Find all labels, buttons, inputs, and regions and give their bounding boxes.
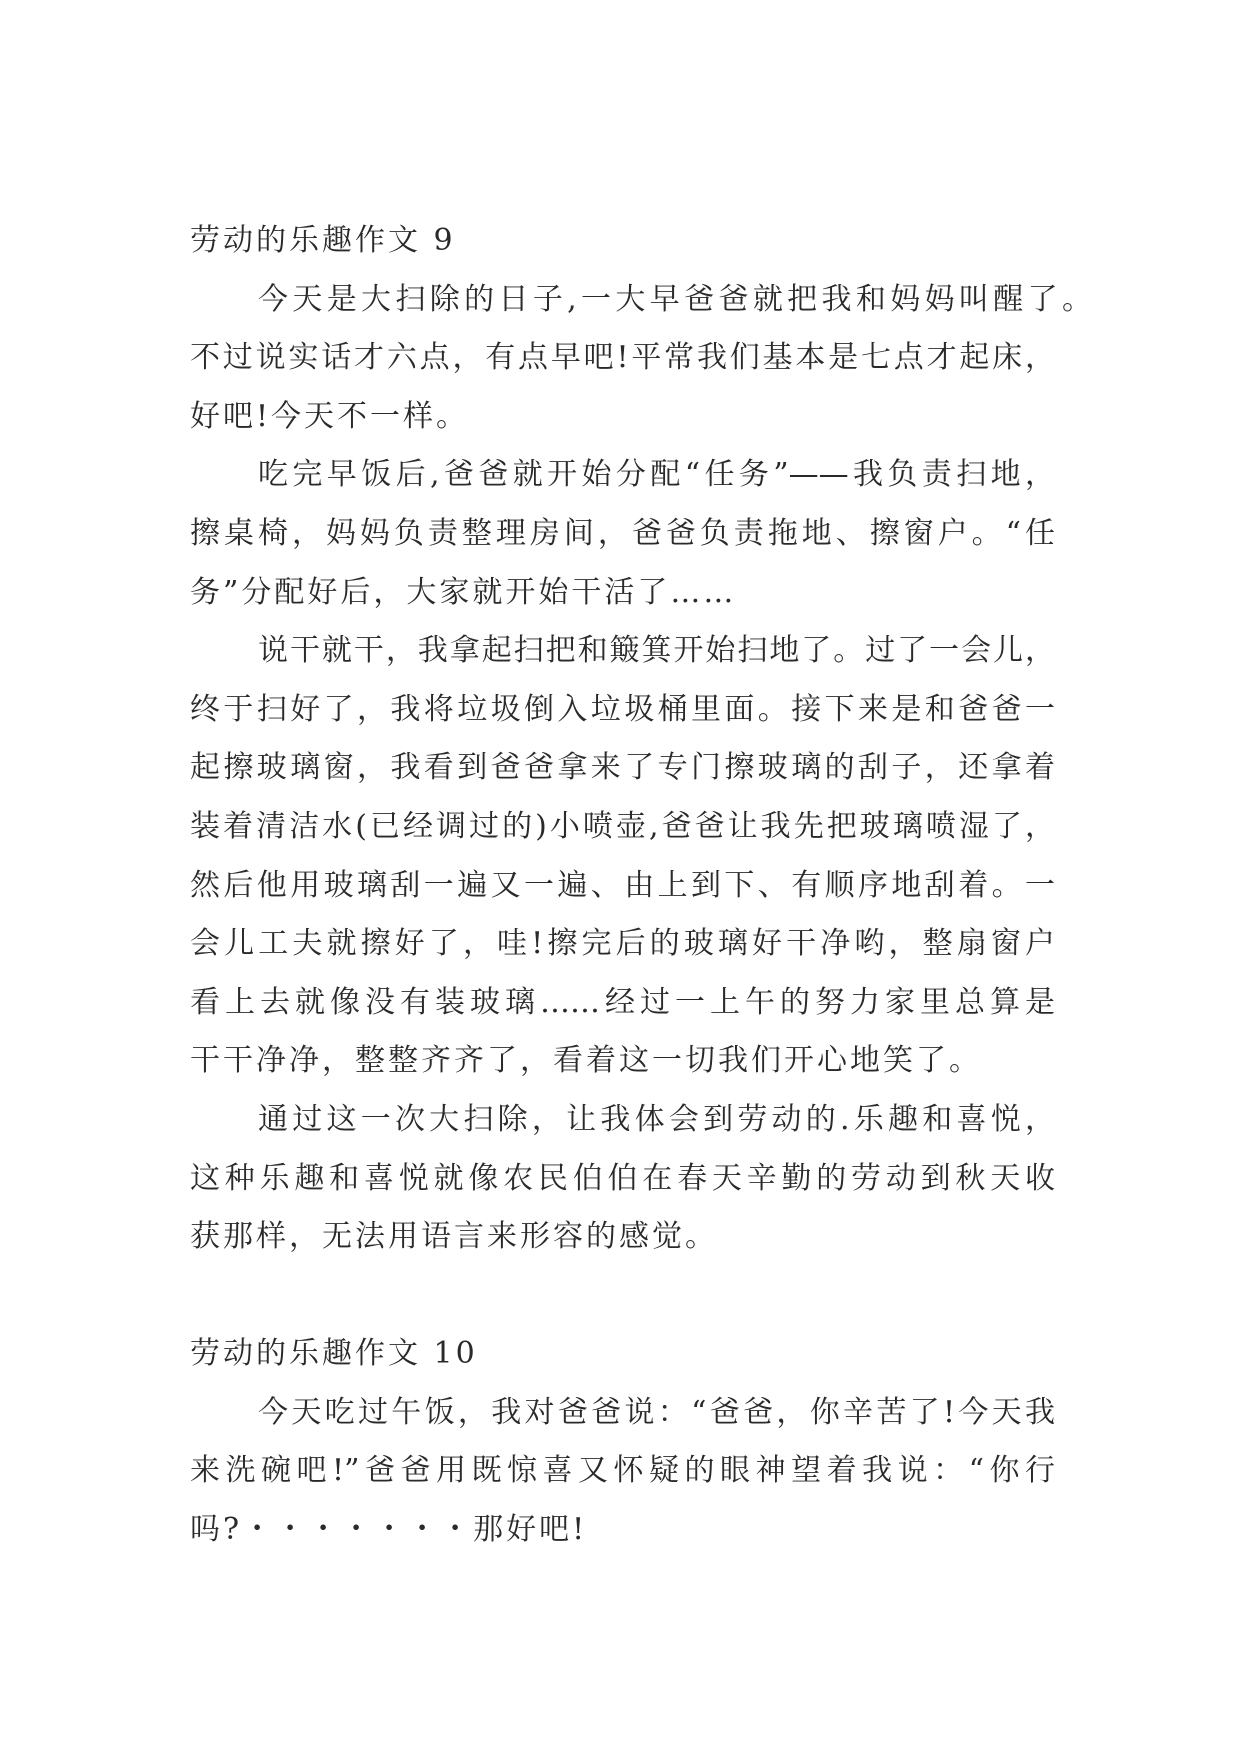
paragraph-line: 吗?・・・・・・・那好吧!	[190, 1512, 588, 1548]
paragraph-line: 今天是大扫除的日子,一大早爸爸就把我和妈妈叫醒了。	[258, 281, 1092, 317]
paragraph-line: 好吧!今天不一样。	[190, 398, 470, 434]
paragraph	[190, 271, 1092, 447]
paragraph	[190, 1091, 1092, 1267]
paragraph-line: 终于扫好了，我将垃圾倒入垃圾桶里面。接下来是和爸爸一	[190, 691, 1055, 727]
paragraph-line: 看上去就像没有装玻璃……经过一上午的努力家里总算是	[190, 984, 1055, 1020]
paragraph-line: 擦桌椅，妈妈负责整理房间，爸爸负责拖地、擦窗户。“任	[190, 515, 1055, 551]
paragraph-line: 吃完早饭后,爸爸就开始分配“任务”——我负责扫地，	[258, 457, 1055, 493]
paragraph-line: 这种乐趣和喜悦就像农民伯伯在春天辛勤的劳动到秋天收	[190, 1160, 1055, 1196]
paragraph-line: 来洗碗吧!”爸爸用既惊喜又怀疑的眼神望着我说：“你行	[190, 1453, 1055, 1489]
paragraph-line: 装着清洁水(已经调过的)小喷壶,爸爸让我先把玻璃喷湿了，	[190, 808, 1055, 844]
paragraph-line: 说干就干，我拿起扫把和簸箕开始扫地了。过了一会儿，	[258, 633, 1055, 669]
section-title: 劳动的乐趣作文 9	[190, 223, 456, 258]
paragraph-line: 起擦玻璃窗，我看到爸爸拿来了专门擦玻璃的刮子，还拿着	[190, 750, 1055, 786]
paragraph-line: 然后他用玻璃刮一遍又一遍、由上到下、有顺序地刮着。一	[190, 867, 1055, 903]
paragraph-line: 通过这一次大扫除，让我体会到劳动的.乐趣和喜悦，	[258, 1101, 1055, 1137]
section-title: 劳动的乐趣作文 10	[190, 1336, 478, 1372]
paragraph-line: 不过说实话才六点，有点早吧!平常我们基本是七点才起床，	[190, 340, 1055, 376]
paragraph-line: 会儿工夫就擦好了，哇!擦完后的玻璃好干净哟，整扇窗户	[190, 926, 1055, 962]
paragraph	[190, 446, 1092, 622]
section-spacer	[190, 1267, 1092, 1326]
paragraph-line: 获那样，无法用语言来形容的感觉。	[190, 1219, 718, 1255]
paragraph-line: 干干净净，整整齐齐了，看着这一切我们开心地笑了。	[190, 1043, 982, 1079]
paragraph	[190, 1384, 1092, 1560]
paragraph-line: 务”分配好后，大家就开始干活了……	[190, 574, 737, 610]
paragraph-line: 今天吃过午饭，我对爸爸说：“爸爸，你辛苦了!今天我	[258, 1394, 1055, 1430]
document-body	[190, 212, 1092, 1560]
paragraph	[190, 622, 1092, 1091]
